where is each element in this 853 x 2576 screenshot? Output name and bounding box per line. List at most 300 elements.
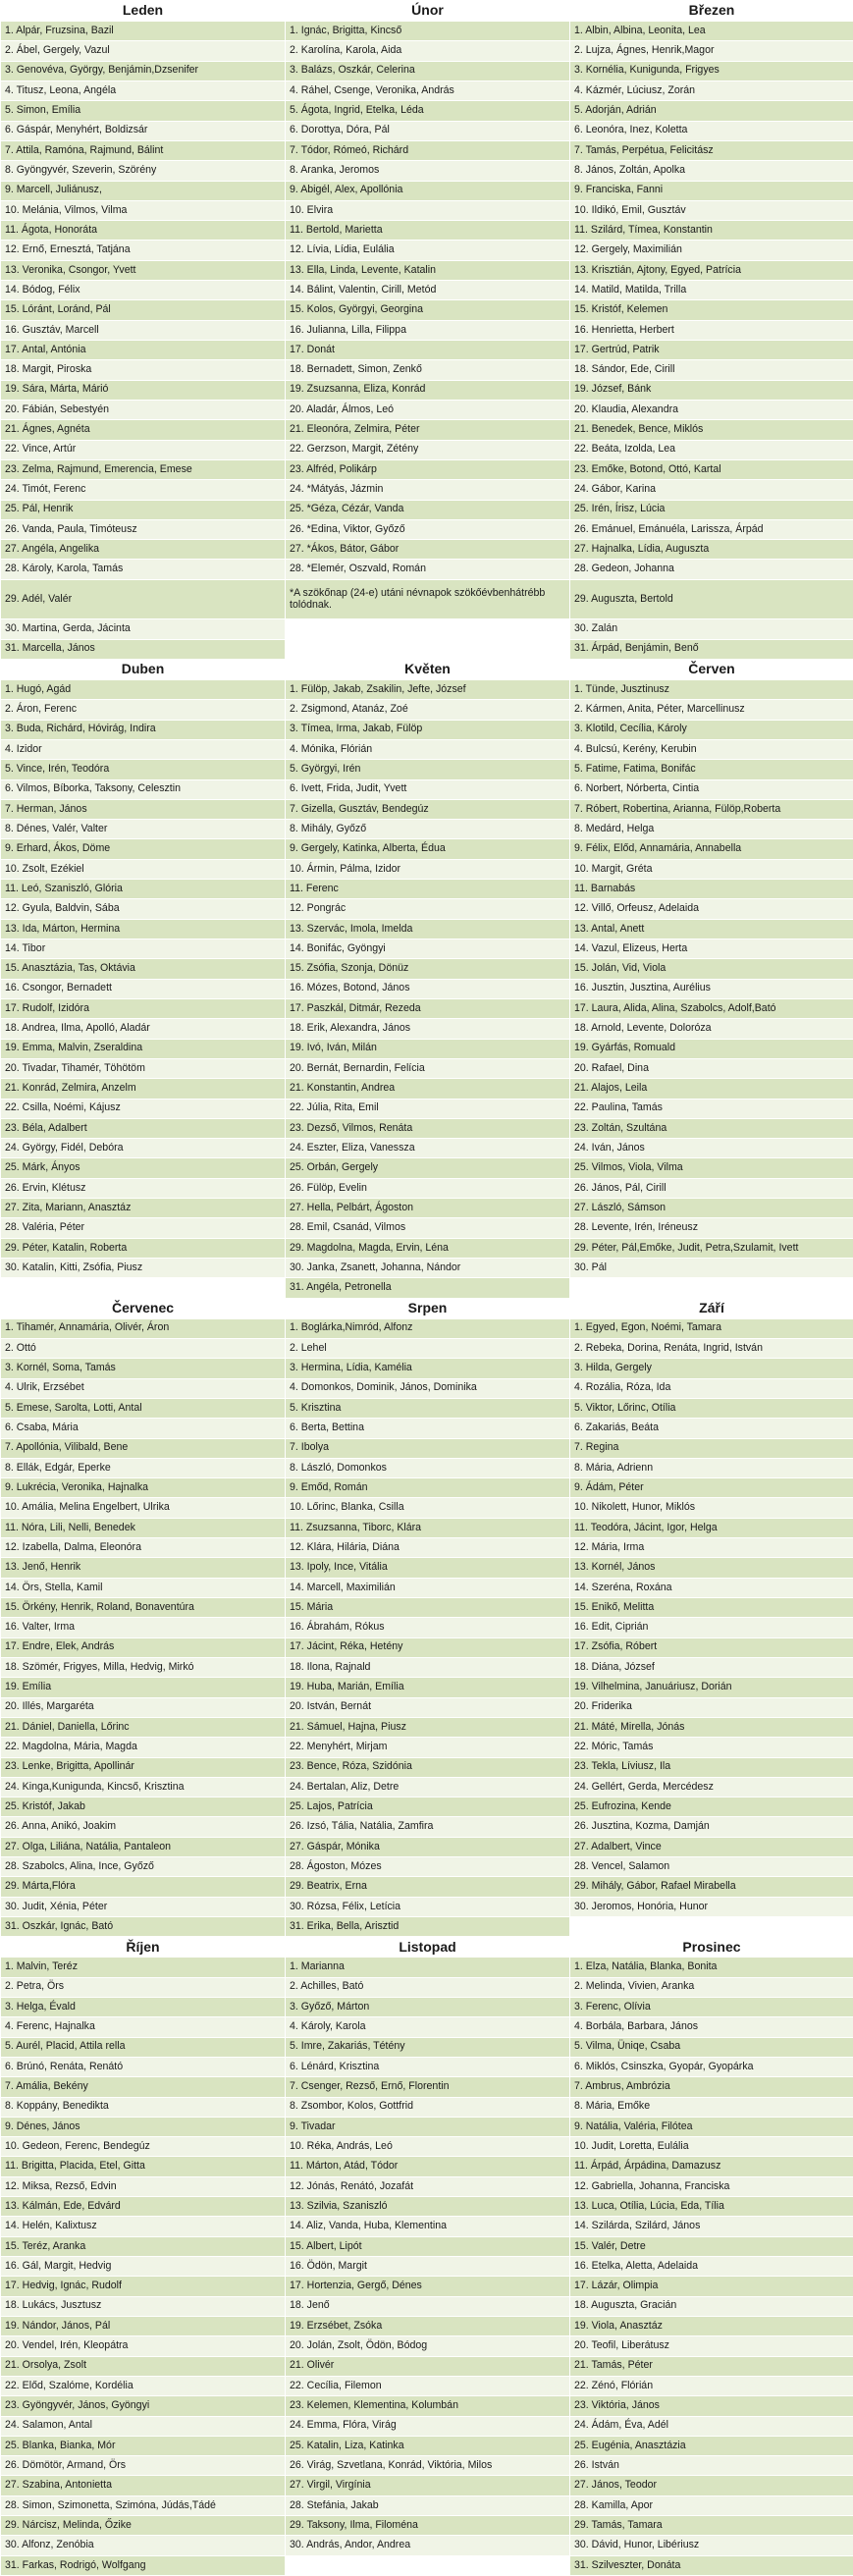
name-day-cell: 28. Simon, Szimonetta, Szimóna, Júdás,Tádé (1, 2496, 286, 2515)
name-day-cell: 8. Mária, Adrienn (570, 1458, 853, 1477)
name-day-row (1, 1438, 853, 1458)
name-day-cell: 27. Angéla, Angelika (1, 540, 286, 560)
name-day-cell: 1. Marianna (286, 1958, 570, 1977)
name-day-cell: 18. Szömér, Frigyes, Milla, Hedvig, Mirkó (1, 1657, 286, 1677)
name-day-cell: 29. Péter, Pál,Emőke, Judit, Petra,Szulamit, Ivett (570, 1238, 853, 1258)
name-day-row (1, 2336, 853, 2356)
name-day-cell: 17. Rudolf, Izidóra (1, 998, 286, 1018)
name-day-cell: 1. Fülöp, Jakab, Zsakilin, Jefte, József (286, 679, 570, 699)
name-day-cell: 30. Martina, Gerda, Jácinta (1, 619, 286, 639)
name-day-cell: 12. Gergely, Maximilián (570, 241, 853, 260)
name-day-row (1, 1917, 853, 1937)
name-day-row (1, 241, 853, 260)
name-day-cell: 15. Kolos, Györgyi, Georgina (286, 300, 570, 320)
month-header-row (1, 659, 853, 679)
name-day-cell: 26. János, Pál, Cirill (570, 1178, 853, 1198)
name-day-cell: 10. Judit, Loretta, Eulália (570, 2137, 853, 2157)
name-day-cell: 28. Vencel, Salamon (570, 1857, 853, 1877)
name-day-row (1, 739, 853, 759)
name-day-cell: 5. Aurél, Placid, Attila rella (1, 2037, 286, 2057)
name-day-row (1, 560, 853, 579)
name-day-cell: 23. Gyöngyvér, János, Gyöngyi (1, 2396, 286, 2416)
name-day-cell: 7. Csenger, Rezső, Ernő, Florentin (286, 2077, 570, 2097)
name-day-row (1, 1498, 853, 1518)
name-day-cell: 16. Julianna, Lilla, Filippa (286, 320, 570, 340)
name-day-cell: 10. Lőrinc, Blanka, Csilla (286, 1498, 570, 1518)
name-day-row (1, 1199, 853, 1218)
name-day-cell: 7. Herman, János (1, 799, 286, 819)
name-day-row (1, 2037, 853, 2057)
name-day-cell: 16. Edit, Ciprián (570, 1618, 853, 1637)
name-day-cell: 11. Bertold, Marietta (286, 221, 570, 241)
name-day-cell: 26. *Edina, Viktor, Győző (286, 519, 570, 539)
month-header: Září (570, 1298, 853, 1318)
calendar-body (1, 1, 853, 2576)
name-day-cell: 5. Imre, Zakariás, Tétény (286, 2037, 570, 2057)
name-day-row (1, 1857, 853, 1877)
name-day-cell: 30. Janka, Zsanett, Johanna, Nándor (286, 1259, 570, 1278)
name-day-cell: 10. Amália, Melina Engelbert, Ulrika (1, 1498, 286, 1518)
name-day-cell: 9. Lukrécia, Veronika, Hajnalka (1, 1478, 286, 1498)
name-day-cell: 7. Tódor, Rómeó, Richárd (286, 140, 570, 160)
name-day-row (1, 959, 853, 979)
name-day-cell: 4. Mónika, Flórián (286, 739, 570, 759)
name-day-row (1, 2496, 853, 2515)
name-day-row (1, 1958, 853, 1977)
name-day-cell: 12. Izabella, Dalma, Eleonóra (1, 1538, 286, 1558)
name-day-cell: 3. Kornél, Soma, Tamás (1, 1359, 286, 1378)
month-header: Srpen (286, 1298, 570, 1318)
name-day-cell: 4. Izidor (1, 739, 286, 759)
name-day-cell: 6. Norbert, Nórberta, Cintia (570, 779, 853, 799)
name-day-row (1, 2197, 853, 2217)
name-day-cell: 28. Ágoston, Mózes (286, 1857, 570, 1877)
name-day-cell: 25. Eufrozina, Kende (570, 1798, 853, 1817)
name-day-cell: 11. Zsuzsanna, Tiborc, Klára (286, 1518, 570, 1537)
name-day-cell: 3. Klotild, Cecília, Károly (570, 720, 853, 739)
name-day-row (1, 579, 853, 619)
name-day-cell: 9. Félix, Előd, Annamária, Annabella (570, 839, 853, 859)
name-day-cell: 16. Etelka, Aletta, Adelaida (570, 2257, 853, 2277)
name-day-row (1, 700, 853, 720)
name-day-cell: 24. Ádám, Éva, Adél (570, 2416, 853, 2436)
name-day-row (1, 480, 853, 500)
name-day-cell: 13. Ella, Linda, Levente, Katalin (286, 260, 570, 280)
name-day-cell: 25. Irén, Írisz, Lúcia (570, 500, 853, 519)
name-day-cell: 22. Beáta, Izolda, Lea (570, 440, 853, 459)
name-day-row (1, 360, 853, 380)
name-day-cell: 25. Blanka, Bianka, Mór (1, 2436, 286, 2455)
name-day-cell: 20. István, Bernát (286, 1697, 570, 1717)
name-day-row (1, 1837, 853, 1856)
name-day-cell: 27. *Ákos, Bátor, Gábor (286, 540, 570, 560)
name-day-cell: 21. Eleonóra, Zelmira, Péter (286, 420, 570, 440)
name-day-cell: 8. Gyöngyvér, Szeverin, Szörény (1, 161, 286, 181)
name-day-row (1, 779, 853, 799)
name-day-cell: 13. Szilvia, Szaniszló (286, 2197, 570, 2217)
name-day-cell: 25. Lajos, Patrícia (286, 1798, 570, 1817)
name-day-row (1, 2296, 853, 2316)
name-day-cell: 4. Ulrik, Erzsébet (1, 1378, 286, 1398)
name-day-cell: 19. Zsuzsanna, Eliza, Konrád (286, 380, 570, 400)
name-day-cell: 9. Abigél, Alex, Apollónia (286, 181, 570, 200)
name-day-cell: 4. Domonkos, Dominik, János, Dominika (286, 1378, 570, 1398)
month-header-row (1, 1937, 853, 1958)
name-day-row (1, 61, 853, 80)
name-day-cell: 5. Fatime, Fatima, Bonifác (570, 760, 853, 779)
name-day-cell: 24. Eszter, Eliza, Vanessza (286, 1139, 570, 1158)
name-day-cell: 22. Júlia, Rita, Emil (286, 1099, 570, 1118)
name-day-cell: 24. Iván, János (570, 1139, 853, 1158)
name-day-cell: 19. Gyárfás, Romuald (570, 1039, 853, 1058)
name-day-cell: 15. Zsófia, Szonja, Dönüz (286, 959, 570, 979)
name-day-cell: 23. Béla, Adalbert (1, 1118, 286, 1138)
name-day-cell: 30. Dávid, Hunor, Libériusz (570, 2536, 853, 2555)
name-day-cell: 10. Ármin, Pálma, Izidor (286, 859, 570, 879)
name-day-row (1, 1058, 853, 1078)
name-day-cell: 6. Dorottya, Dóra, Pál (286, 121, 570, 140)
name-day-cell: 24. Timót, Ferenc (1, 480, 286, 500)
name-day-row (1, 639, 853, 659)
name-day-cell: 23. Lenke, Brigitta, Apollinár (1, 1757, 286, 1777)
name-day-cell: 17. Zsófia, Róbert (570, 1637, 853, 1657)
name-day-cell: 19. Sára, Márta, Márió (1, 380, 286, 400)
name-day-row (1, 1259, 853, 1278)
name-day-cell: 17. Endre, Elek, András (1, 1637, 286, 1657)
name-day-row (1, 2316, 853, 2335)
name-day-cell: 24. György, Fidél, Debóra (1, 1139, 286, 1158)
name-day-row (1, 1318, 853, 1338)
name-day-cell: 2. Ábel, Gergely, Vazul (1, 41, 286, 61)
name-day-cell: 7. Apollónia, Vilibald, Bene (1, 1438, 286, 1458)
name-day-cell: 10. Elvira (286, 200, 570, 220)
name-day-cell: 12. Klára, Hilária, Diána (286, 1538, 570, 1558)
name-day-cell: 18. Andrea, Ilma, Apolló, Aladár (1, 1019, 286, 1039)
name-day-cell: 8. Dénes, Valér, Valter (1, 820, 286, 839)
name-day-cell: 14. Bonifác, Gyöngyi (286, 939, 570, 959)
name-day-cell: 3. Buda, Richárd, Hóvirág, Indira (1, 720, 286, 739)
name-day-cell: 7. Ibolya (286, 1438, 570, 1458)
name-day-row (1, 1079, 853, 1099)
name-day-cell: 16. Csongor, Bernadett (1, 979, 286, 998)
name-day-row (1, 380, 853, 400)
name-day-cell: 1. Boglárka,Nimród, Alfonz (286, 1318, 570, 1338)
name-day-cell: 15. Mária (286, 1598, 570, 1618)
name-day-cell: 10. Margit, Gréta (570, 859, 853, 879)
name-day-cell: 8. Mihály, Győző (286, 820, 570, 839)
name-day-cell: 29. Magdolna, Magda, Ervin, Léna (286, 1238, 570, 1258)
name-day-cell: 9. Emőd, Román (286, 1478, 570, 1498)
name-day-cell: 30. Katalin, Kitti, Zsófia, Piusz (1, 1259, 286, 1278)
name-day-cell: 26. Izsó, Tália, Natália, Zamfira (286, 1817, 570, 1837)
name-day-cell: 12. Jónás, Renátó, Jozafát (286, 2176, 570, 2196)
name-day-cell: 31. Farkas, Rodrigó, Wolfgang (1, 2555, 286, 2575)
name-day-cell: 20. Rafael, Dina (570, 1058, 853, 1078)
name-day-row (1, 181, 853, 200)
name-day-cell: 2. Lehel (286, 1338, 570, 1358)
name-day-row (1, 1717, 853, 1737)
name-day-cell: 9. Ádám, Péter (570, 1478, 853, 1498)
name-day-row (1, 2376, 853, 2395)
name-day-cell: 11. Teodóra, Jácint, Igor, Helga (570, 1518, 853, 1537)
month-header: Říjen (1, 1937, 286, 1958)
name-day-cell: 5. Emese, Sarolta, Lotti, Antal (1, 1398, 286, 1418)
name-day-cell: 20. Illés, Margaréta (1, 1697, 286, 1717)
month-header: Prosinec (570, 1937, 853, 1958)
name-day-row (1, 1278, 853, 1298)
name-day-row (1, 2536, 853, 2555)
name-day-row (1, 2057, 853, 2076)
name-day-cell: 23. Kelemen, Klementina, Kolumbán (286, 2396, 570, 2416)
name-day-cell: 29. Taksony, Ilma, Filoména (286, 2516, 570, 2536)
name-day-row (1, 1817, 853, 1837)
name-day-cell: 11. Márton, Atád, Tódor (286, 2157, 570, 2176)
month-header: Únor (286, 1, 570, 22)
month-header-row (1, 1298, 853, 1318)
name-day-cell: 14. Örs, Stella, Kamil (1, 1578, 286, 1597)
name-day-row (1, 1697, 853, 1717)
name-day-cell: 29. Mihály, Gábor, Rafael Mirabella (570, 1877, 853, 1897)
name-day-cell: 10. Gedeon, Ferenc, Bendegúz (1, 2137, 286, 2157)
name-day-row (1, 1338, 853, 1358)
name-day-cell: 6. Zakariás, Beáta (570, 1419, 853, 1438)
name-day-row (1, 1019, 853, 1039)
name-day-cell: 6. Csaba, Mária (1, 1419, 286, 1438)
name-day-cell: 1. Ignác, Brigitta, Kincső (286, 22, 570, 41)
name-day-row (1, 200, 853, 220)
name-day-cell: 16. Ábrahám, Rókus (286, 1618, 570, 1637)
name-day-cell: 24. Gellért, Gerda, Mercédesz (570, 1777, 853, 1797)
name-day-cell: 20. Fábián, Sebestyén (1, 400, 286, 419)
name-day-cell: 28. Károly, Karola, Tamás (1, 560, 286, 579)
name-day-row (1, 1099, 853, 1118)
name-day-cell: 25. Vilmos, Viola, Vilma (570, 1158, 853, 1178)
name-day-cell: 29. Péter, Katalin, Roberta (1, 1238, 286, 1258)
month-header: Květen (286, 659, 570, 679)
name-day-cell: 16. Mózes, Botond, János (286, 979, 570, 998)
name-day-cell: 18. Margit, Piroska (1, 360, 286, 380)
name-day-cell: 31. Oszkár, Ignác, Bató (1, 1917, 286, 1937)
name-day-cell: 13. Kálmán, Ede, Edvárd (1, 2197, 286, 2217)
name-day-row (1, 500, 853, 519)
name-day-row (1, 1598, 853, 1618)
name-day-cell: 22. Cecília, Filemon (286, 2376, 570, 2395)
name-day-cell: 6. Leonóra, Inez, Koletta (570, 121, 853, 140)
name-day-cell: 6. Vilmos, Bíborka, Taksony, Celesztin (1, 779, 286, 799)
name-day-row (1, 80, 853, 100)
name-day-cell: 20. Teofil, Liberátusz (570, 2336, 853, 2356)
name-day-cell: 14. Bódog, Félix (1, 281, 286, 300)
name-day-cell: 13. Veronika, Csongor, Yvett (1, 260, 286, 280)
name-day-row (1, 1637, 853, 1657)
name-day-row (1, 1419, 853, 1438)
name-day-row (1, 1558, 853, 1578)
empty-cell (286, 2555, 570, 2575)
name-day-row (1, 1518, 853, 1537)
name-day-row (1, 320, 853, 340)
name-day-row (1, 1218, 853, 1238)
name-day-cell: 2. Melinda, Vivien, Aranka (570, 1977, 853, 1997)
empty-cell (570, 1278, 853, 1298)
name-day-cell: 21. Máté, Mirella, Jónás (570, 1717, 853, 1737)
name-day-cell: 16. Gál, Margit, Hedvig (1, 2257, 286, 2277)
name-day-cell: 30. Judit, Xénia, Péter (1, 1897, 286, 1916)
name-day-row (1, 161, 853, 181)
name-day-row (1, 919, 853, 939)
name-day-row (1, 101, 853, 121)
name-day-cell: 21. Konstantin, Andrea (286, 1079, 570, 1099)
name-day-cell: 17. Jácint, Réka, Hetény (286, 1637, 570, 1657)
name-day-cell: 24. Bertalan, Aliz, Detre (286, 1777, 570, 1797)
name-day-cell: 1. Egyed, Egon, Noémi, Tamara (570, 1318, 853, 1338)
name-day-cell: 5. Adorján, Adrián (570, 101, 853, 121)
name-day-cell: 1. Tihamér, Annamária, Olivér, Áron (1, 1318, 286, 1338)
name-day-cell: 8. János, Zoltán, Apolka (570, 161, 853, 181)
name-day-cell: 28. Kamilla, Apor (570, 2496, 853, 2515)
name-day-row (1, 760, 853, 779)
name-day-row (1, 2117, 853, 2136)
name-day-cell: 11. Ferenc (286, 880, 570, 899)
name-day-cell: 21. Olivér (286, 2356, 570, 2376)
name-day-cell: 23. Viktória, János (570, 2396, 853, 2416)
name-day-cell: 18. Diána, József (570, 1657, 853, 1677)
name-day-cell: 15. Anasztázia, Tas, Oktávia (1, 959, 286, 979)
name-day-cell: 24. Emma, Flóra, Virág (286, 2416, 570, 2436)
name-day-row (1, 1618, 853, 1637)
name-day-cell: 22. Vince, Artúr (1, 440, 286, 459)
name-day-cell: 24. Salamon, Antal (1, 2416, 286, 2436)
name-day-row (1, 1039, 853, 1058)
month-header: Leden (1, 1, 286, 22)
name-day-row (1, 1798, 853, 1817)
name-day-row (1, 1977, 853, 1997)
name-day-cell: 14. Tibor (1, 939, 286, 959)
name-day-cell: 1. Alpár, Fruzsina, Bazil (1, 22, 286, 41)
name-day-row (1, 2416, 853, 2436)
name-day-cell: 7. Amália, Bekény (1, 2077, 286, 2097)
name-day-cell: 22. Gerzson, Margit, Zétény (286, 440, 570, 459)
name-day-cell: 3. Ferenc, Olívia (570, 1997, 853, 2016)
name-day-row (1, 2555, 853, 2575)
name-day-cell: 3. Tímea, Irma, Jakab, Fülöp (286, 720, 570, 739)
name-day-cell: 19. Viola, Anasztáz (570, 2316, 853, 2335)
name-day-row (1, 1139, 853, 1158)
name-day-cell: 13. Ipoly, Ince, Vitália (286, 1558, 570, 1578)
name-day-cell: 2. Achilles, Bató (286, 1977, 570, 1997)
name-day-cell: 14. Szilárda, Szilárd, János (570, 2217, 853, 2236)
name-day-cell: 5. Ágota, Ingrid, Etelka, Léda (286, 101, 570, 121)
name-day-cell: 22. Menyhért, Mirjam (286, 1738, 570, 1757)
name-day-cell: 9. Tivadar (286, 2117, 570, 2136)
name-day-cell: 4. Bulcsú, Kerény, Kerubin (570, 739, 853, 759)
name-day-cell: 27. Adalbert, Vince (570, 1837, 853, 1856)
name-day-cell: 6. Gáspár, Menyhért, Boldizsár (1, 121, 286, 140)
name-day-row (1, 341, 853, 360)
name-day-cell: 13. Luca, Otília, Lúcia, Eda, Tília (570, 2197, 853, 2217)
name-day-row (1, 1538, 853, 1558)
name-day-cell: 12. Ernő, Ernesztá, Tatjána (1, 241, 286, 260)
name-day-cell: 4. Ráhel, Csenge, Veronika, András (286, 80, 570, 100)
name-day-cell: 29. Nárcisz, Melinda, Őzike (1, 2516, 286, 2536)
name-day-cell: 14. Bálint, Valentin, Cirill, Metód (286, 281, 570, 300)
name-day-cell: 3. Hermina, Lídia, Kamélia (286, 1359, 570, 1378)
name-day-cell: 2. Áron, Ferenc (1, 700, 286, 720)
name-day-cell: 23. Alfréd, Polikárp (286, 459, 570, 479)
name-day-cell: 30. Alfonz, Zenóbia (1, 2536, 286, 2555)
name-day-cell: 15. Enikő, Melitta (570, 1598, 853, 1618)
name-day-cell: 4. Borbála, Barbara, János (570, 2017, 853, 2037)
name-day-row (1, 2077, 853, 2097)
name-day-cell: 24. *Mátyás, Jázmin (286, 480, 570, 500)
name-day-cell: 16. Ödön, Margit (286, 2257, 570, 2277)
name-day-cell: 5. Vince, Irén, Teodóra (1, 760, 286, 779)
name-day-cell: 28. Valéria, Péter (1, 1218, 286, 1238)
name-day-cell: 7. Gizella, Gusztáv, Bendegúz (286, 799, 570, 819)
name-day-cell: 29. Beatrix, Erna (286, 1877, 570, 1897)
name-day-cell: 6. Brúnó, Renáta, Renátó (1, 2057, 286, 2076)
name-day-cell: 18. Erik, Alexandra, János (286, 1019, 570, 1039)
name-day-cell: 13. Jenő, Henrik (1, 1558, 286, 1578)
name-day-cell: 3. Balázs, Oszkár, Celerina (286, 61, 570, 80)
name-day-cell: 3. Genovéva, György, Benjámin,Dzsenifer (1, 61, 286, 80)
name-day-cell: 15. Albert, Lipót (286, 2236, 570, 2256)
name-day-cell: 11. Árpád, Árpádina, Damazusz (570, 2157, 853, 2176)
name-day-row (1, 420, 853, 440)
name-day-cell: 19. Emma, Malvin, Zseraldina (1, 1039, 286, 1058)
name-day-cell: 16. Henrietta, Herbert (570, 320, 853, 340)
name-day-row (1, 2236, 853, 2256)
name-day-cell: 20. Klaudia, Alexandra (570, 400, 853, 419)
name-day-cell: 27. Olga, Liliána, Natália, Pantaleon (1, 1837, 286, 1856)
name-day-row (1, 121, 853, 140)
name-day-row (1, 1738, 853, 1757)
name-day-row (1, 820, 853, 839)
name-day-cell: 24. Kinga,Kunigunda, Kincső, Krisztina (1, 1777, 286, 1797)
name-day-cell: 23. Tekla, Líviusz, Ila (570, 1757, 853, 1777)
name-day-cell: 27. László, Sámson (570, 1199, 853, 1218)
name-day-cell: 19. Vilhelmina, Januáriusz, Dorián (570, 1678, 853, 1697)
name-day-cell: 16. Jusztin, Jusztina, Aurélius (570, 979, 853, 998)
name-day-row (1, 679, 853, 699)
name-day-cell: 1. Hugó, Agád (1, 679, 286, 699)
name-day-cell: 1. Elza, Natália, Blanka, Bonita (570, 1958, 853, 1977)
name-day-cell: 19. Ivó, Iván, Milán (286, 1039, 570, 1058)
name-day-cell: 6. Miklós, Csinszka, Gyopár, Gyopárka (570, 2057, 853, 2076)
name-day-cell: 21. Benedek, Bence, Miklós (570, 420, 853, 440)
name-day-cell: 27. Zita, Mariann, Anasztáz (1, 1199, 286, 1218)
name-day-cell: 25. Eugénia, Anasztázia (570, 2436, 853, 2455)
name-day-cell: 3. Hilda, Gergely (570, 1359, 853, 1378)
name-day-cell: 17. Hedvig, Ignác, Rudolf (1, 2277, 286, 2296)
name-day-row (1, 1118, 853, 1138)
name-day-cell: 27. János, Teodor (570, 2476, 853, 2496)
name-day-cell: 27. Hajnalka, Lídia, Auguszta (570, 540, 853, 560)
name-day-cell: 2. Rebeka, Dorina, Renáta, Ingrid, István (570, 1338, 853, 1358)
name-day-row (1, 440, 853, 459)
name-day-row (1, 1178, 853, 1198)
name-day-cell: 25. Kristóf, Jakab (1, 1798, 286, 1817)
name-day-row (1, 939, 853, 959)
name-day-cell: 31. Marcella, János (1, 639, 286, 659)
name-day-cell: 18. Arnold, Levente, Doloróza (570, 1019, 853, 1039)
name-day-cell: 8. Koppány, Benedikta (1, 2097, 286, 2117)
name-day-row (1, 260, 853, 280)
name-day-cell: 17. Paszkál, Ditmár, Rezeda (286, 998, 570, 1018)
name-day-cell: 15. Teréz, Aranka (1, 2236, 286, 2256)
name-day-cell: 2. Kármen, Anita, Péter, Marcellinusz (570, 700, 853, 720)
name-day-cell: 22. Csilla, Noémi, Kájusz (1, 1099, 286, 1118)
name-day-cell: 22. Zénó, Flórián (570, 2376, 853, 2395)
